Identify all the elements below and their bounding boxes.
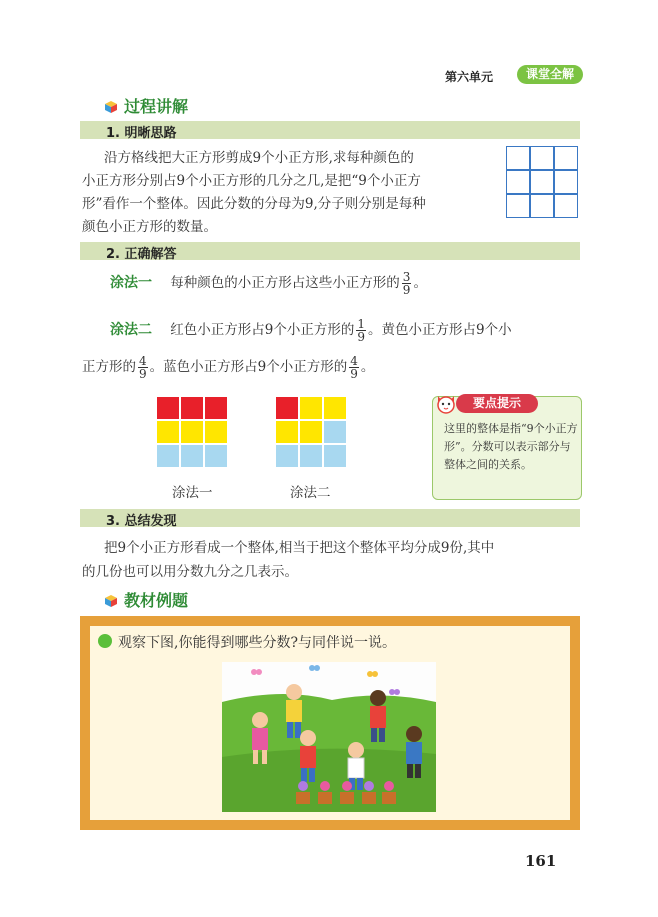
grid-cell (530, 170, 554, 194)
yellow-cell (156, 420, 180, 444)
fraction-denominator: 9 (350, 367, 358, 381)
blue-cell (299, 444, 323, 468)
method2-text: 红色小正方形占9个小正方形的 (170, 322, 355, 338)
grid-cell (530, 146, 554, 170)
method1-label: 涂法一 (110, 275, 152, 291)
cube-icon (104, 100, 118, 114)
page-number: 161 (525, 852, 557, 870)
tip-title: 要点提示 (456, 394, 538, 413)
method1-line (110, 271, 427, 296)
example-prompt: 观察下图,你能得到哪些分数?与同伴说一说。 (118, 635, 396, 651)
red-cell (156, 396, 180, 420)
intro-line: 颜色小正方形的数量。 (82, 219, 217, 235)
fraction-denominator: 9 (402, 283, 411, 297)
yellow-cell (299, 420, 323, 444)
blue-cell (180, 444, 204, 468)
unit-label: 第六单元 (445, 70, 494, 84)
blue-cell (323, 444, 347, 468)
red-cell (204, 396, 228, 420)
subsection-bar-1 (80, 121, 580, 139)
cat-mascot-icon (435, 392, 457, 414)
blue-cell (204, 444, 228, 468)
summary-line: 把9个小正方形看成一个整体,相当于把这个整体平均分成9份,其中 (104, 540, 495, 556)
section-example (104, 588, 188, 611)
subsection-bar-2 (80, 242, 580, 260)
children-playing-illustration (222, 662, 436, 812)
blank-grid (506, 146, 578, 218)
subsection-bar-3 (80, 509, 580, 527)
intro-line: 沿方格线把大正方形剪成9个小正方形,求每种颜色的 (104, 150, 414, 166)
fraction-1-9 (356, 318, 366, 343)
method2-text: 。蓝色小正方形占9个小正方形的 (149, 359, 348, 375)
yellow-cell (299, 396, 323, 420)
yellow-cell (323, 396, 347, 420)
method2-line-2 (82, 355, 374, 380)
subsection-title-2: 2. 正确解答 (106, 247, 177, 262)
yellow-cell (204, 420, 228, 444)
punct: 。 (413, 275, 427, 291)
yellow-cell (180, 420, 204, 444)
section-process (104, 94, 188, 117)
method2-line-1 (110, 318, 512, 343)
cube-icon (104, 594, 118, 608)
subsection-title-3: 3. 总结发现 (106, 514, 177, 529)
blue-cell (323, 420, 347, 444)
bullet-dot-icon (98, 634, 112, 648)
method2-text: 正方形的 (82, 359, 136, 375)
section-example-title: 教材例题 (124, 591, 189, 610)
subsection-title-1: 1. 明晰思路 (106, 126, 177, 141)
method2-text: 。黄色小正方形占9个小 (368, 322, 512, 338)
red-cell (180, 396, 204, 420)
fraction-3-9 (402, 271, 412, 296)
color-grid-method1 (156, 396, 228, 468)
fraction-denominator: 9 (139, 367, 147, 381)
fraction-numerator: 4 (350, 354, 358, 368)
blue-cell (156, 444, 180, 468)
tip-text: 这里的整体是指“9个小正方形”。分数可以表示部分与整体之间的关系。 (444, 422, 578, 471)
grid-cell (554, 146, 578, 170)
grid-cell (506, 146, 530, 170)
method2-label: 涂法二 (110, 322, 152, 338)
caption-method1: 涂法一 (172, 485, 213, 501)
summary-line: 的几份也可以用分数九分之几表示。 (82, 564, 298, 580)
fraction-4-9 (138, 355, 148, 380)
intro-line: 形”看作一个整体。因此分数的分母为9,分子则分别是每种 (82, 196, 426, 212)
blue-cell (275, 444, 299, 468)
caption-method2: 涂法二 (290, 485, 331, 501)
yellow-cell (275, 420, 299, 444)
section-process-title: 过程讲解 (124, 97, 189, 116)
fraction-denominator: 9 (357, 330, 366, 344)
grid-cell (506, 170, 530, 194)
red-cell (275, 396, 299, 420)
grid-cell (554, 170, 578, 194)
fraction-numerator: 1 (357, 317, 366, 331)
intro-line: 小正方形分别占9个小正方形的几分之几,是把“9个小正方 (82, 173, 421, 189)
unit-badge: 课堂全解 (517, 65, 583, 84)
grid-cell (530, 194, 554, 218)
fraction-numerator: 4 (139, 354, 147, 368)
fraction-numerator: 3 (402, 270, 411, 284)
method1-text: 每种颜色的小正方形占这些小正方形的 (170, 275, 400, 291)
color-grid-method2 (275, 396, 347, 468)
grid-cell (506, 194, 530, 218)
punct: 。 (360, 359, 375, 375)
grid-cell (554, 194, 578, 218)
fraction-4-9 (349, 355, 359, 380)
